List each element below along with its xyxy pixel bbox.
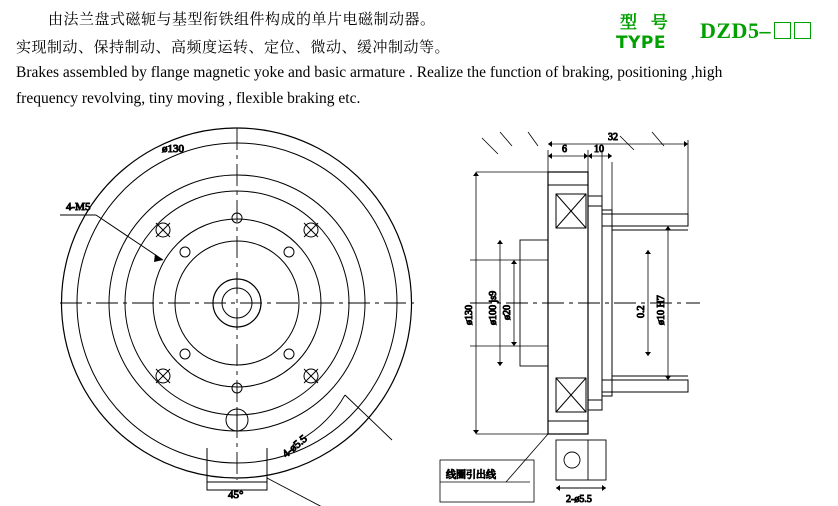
dim-overall-width: 32 xyxy=(608,132,618,143)
type-label-chinese: 型 号 xyxy=(620,13,672,33)
section-view xyxy=(440,132,700,505)
dim-flange-width: 6 xyxy=(562,144,567,155)
technical-drawing xyxy=(0,110,838,506)
model-code-box-2 xyxy=(794,22,811,39)
dim-outer-dia: ø130 xyxy=(464,305,475,325)
description-english-line-1: Brakes assembled by flange magnetic yoke and basic armature . Realize the function of braking, positioning ,high xyxy=(16,64,723,81)
dim-pitch-dia: ø100 js9 xyxy=(488,290,499,325)
dim-inner-dia: ø20 xyxy=(502,305,513,320)
front-view xyxy=(60,128,414,506)
dim-bore-dia: ø10 H7 xyxy=(656,295,667,325)
description-chinese-line-1: 由法兰盘式磁轭与基型衔铁组件构成的单片电磁制动器。 xyxy=(48,10,436,28)
note-bottom-holes: 2-ø5.5 xyxy=(566,494,592,505)
model-code-text: DZD5 xyxy=(700,18,760,43)
model-code-box-1 xyxy=(774,22,791,39)
note-coil-lead: 线圈引出线 xyxy=(446,470,496,481)
front-view-label-outer: ø130 xyxy=(162,143,184,155)
description-english-line-2: frequency revolving, tiny moving , flexible braking etc. xyxy=(16,90,361,107)
front-view-label-holes: 4-ø5.5 xyxy=(280,432,310,461)
model-code-dash: – xyxy=(759,18,771,43)
dim-hub-width: 10 xyxy=(594,144,604,155)
description-chinese-line-2: 实现制动、保持制动、高频度运转、定位、微动、缓冲制动等。 xyxy=(16,38,451,56)
type-label-english: TYPE xyxy=(616,33,666,53)
dim-air-gap: 0.2 xyxy=(636,305,647,318)
model-code xyxy=(700,18,811,44)
front-view-label-bolt: 4-M5 xyxy=(66,201,91,213)
front-view-label-angle: 45° xyxy=(228,489,244,501)
